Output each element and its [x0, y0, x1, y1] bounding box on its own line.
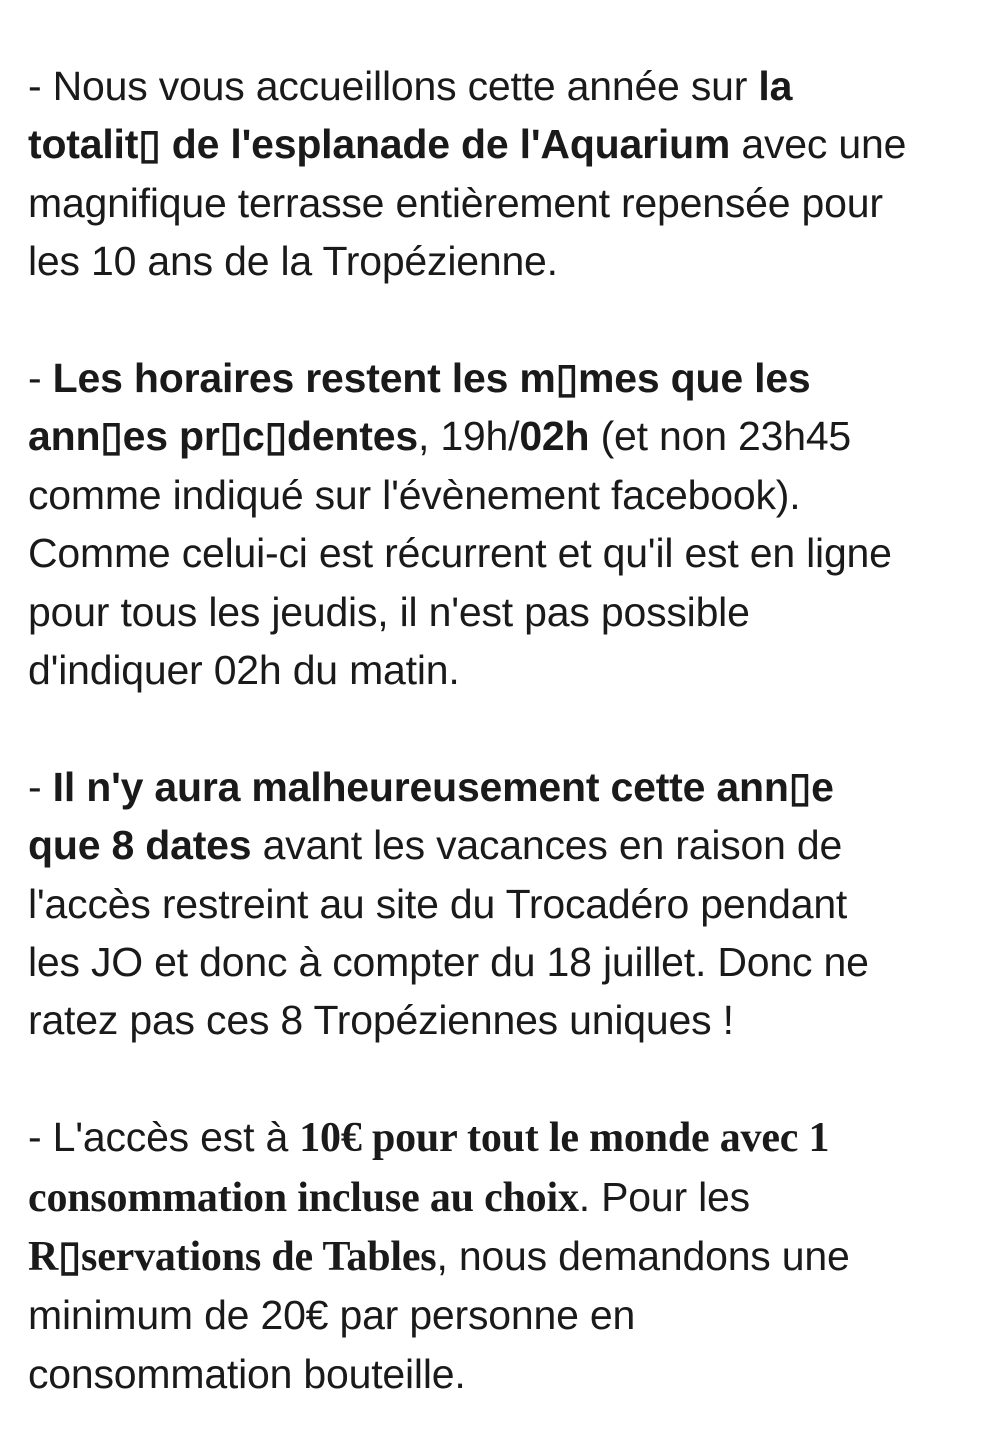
text-line — [28, 1227, 983, 1286]
text-line — [28, 1108, 983, 1167]
bold-text: Les horaires restent les m▯mes que les — [52, 355, 811, 402]
plain-text: - Nous vous accueillons cette année sur — [28, 63, 759, 109]
plain-text: d'indiquer 02h du matin. — [28, 647, 460, 694]
bold-text: totalit▯ de l'esplanade de l'Aquarium — [28, 121, 731, 168]
plain-text: , nous demandons une — [436, 1233, 850, 1280]
text-line — [28, 1286, 983, 1344]
text-line — [28, 933, 983, 991]
bold-text: la — [758, 63, 793, 109]
text-line — [28, 115, 983, 173]
text-line — [28, 583, 983, 641]
plain-text: consommation bouteille. — [28, 1350, 466, 1397]
plain-text: - — [28, 355, 53, 402]
text-line — [28, 758, 983, 816]
emphasis-text: 10€ pour tout le monde avec 1 — [299, 1115, 830, 1162]
emphasis-text: R▯servations de Tables — [28, 1234, 437, 1281]
plain-text: magnifique terrasse entièrement repensée pour — [28, 179, 883, 226]
text-line — [28, 816, 983, 874]
text-line — [28, 875, 983, 933]
bold-text: que 8 dates — [28, 822, 252, 869]
plain-text: - — [28, 763, 53, 810]
paragraph-1 — [28, 57, 983, 291]
emphasis-text: consommation incluse au choix — [28, 1174, 579, 1221]
text-line — [28, 174, 983, 232]
bold-text: Il n'y aura malheureusement cette ann▯e — [52, 763, 834, 810]
plain-text: les 10 ans de la Tropézienne. — [28, 238, 558, 285]
plain-text: , 19h/ — [417, 413, 520, 460]
paragraph-3 — [28, 758, 983, 1050]
paragraph-2 — [28, 349, 983, 699]
text-line — [28, 232, 983, 290]
plain-text: minimum de 20€ par personne en — [28, 1292, 636, 1339]
plain-text: l'accès restreint au site du Trocadéro pendant — [28, 880, 848, 927]
plain-text: les JO et donc à compter du 18 juillet. Donc ne — [28, 939, 869, 986]
post-body — [28, 57, 983, 1403]
text-line — [28, 641, 983, 699]
plain-text: - L'accès est à — [28, 1114, 300, 1161]
text-line — [28, 466, 983, 524]
bold-text: 02h — [519, 413, 590, 460]
plain-text: avant les vacances en raison de — [251, 822, 843, 869]
plain-text: Comme celui-ci est récurrent et qu'il est en ligne — [28, 530, 892, 577]
text-line — [28, 991, 983, 1049]
plain-text: . Pour les — [578, 1173, 750, 1220]
text-line — [28, 1345, 983, 1403]
plain-text: ratez pas ces 8 Tropéziennes uniques ! — [28, 997, 734, 1044]
text-line — [28, 349, 983, 407]
plain-text: avec une — [730, 121, 907, 168]
paragraph-4 — [28, 1108, 983, 1403]
text-line — [28, 57, 983, 115]
text-line — [28, 1168, 983, 1227]
plain-text: comme indiqué sur l'évènement facebook). — [28, 471, 801, 518]
plain-text: pour tous les jeudis, il n'est pas possible — [28, 588, 750, 635]
text-line — [28, 407, 983, 465]
text-line — [28, 524, 983, 582]
plain-text: (et non 23h45 — [589, 413, 852, 460]
bold-text: ann▯es pr▯c▯dentes — [28, 413, 418, 460]
